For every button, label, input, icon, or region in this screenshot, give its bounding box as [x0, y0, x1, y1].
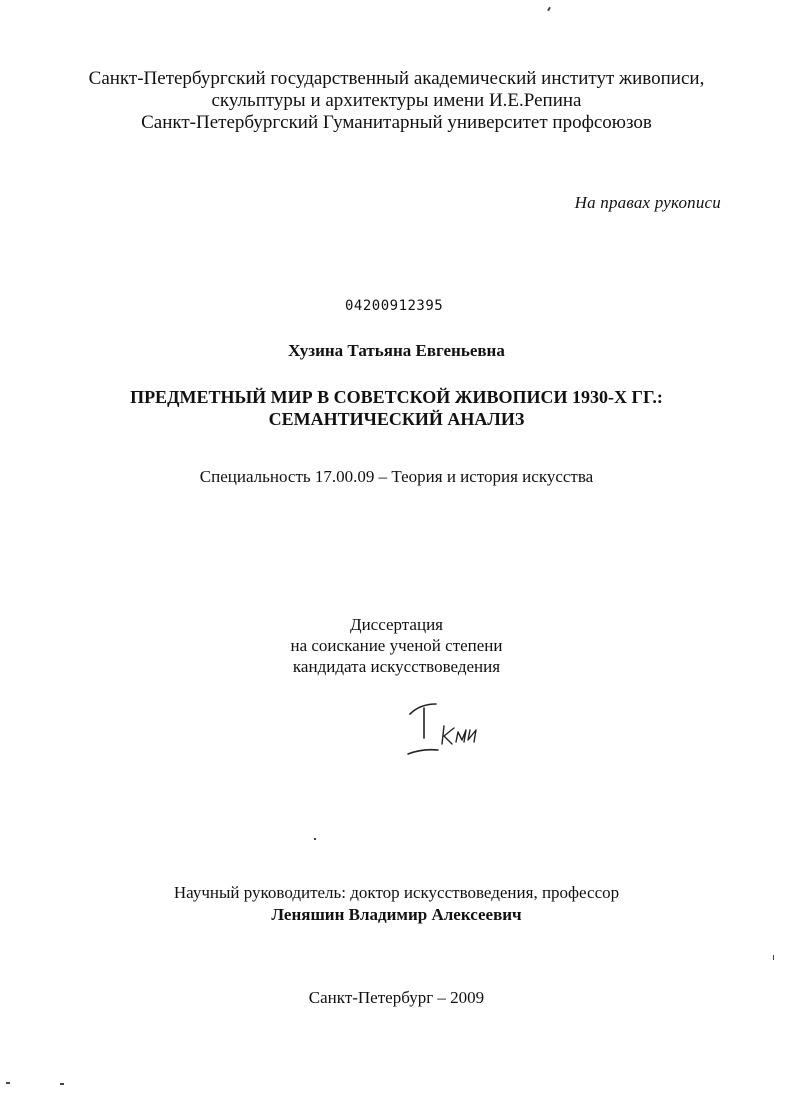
author-name: Хузина Татьяна Евгеньевна	[288, 341, 505, 360]
scan-speck	[60, 1083, 64, 1085]
dissertation-line-1: Диссертация	[349, 615, 443, 634]
dissertation-line-2: на соискание ученой степени	[290, 636, 503, 655]
scan-speck	[314, 838, 316, 840]
institution-line-3: Санкт-Петербургский Гуманитарный университет профсоюзов	[141, 112, 652, 133]
institution-block	[0, 68, 793, 134]
supervisor-name: Леняшин Владимир Алексеевич	[271, 905, 522, 924]
handwritten-mark	[400, 700, 490, 766]
dissertation-title	[0, 386, 793, 430]
dissertation-block	[0, 614, 793, 677]
manuscript-note: На правах рукописи	[574, 193, 721, 212]
place-year: Санкт-Петербург – 2009	[308, 988, 485, 1007]
scan-speck	[773, 955, 774, 960]
archive-number: 04200912395	[345, 298, 444, 314]
supervisor-title: Научный руководитель: доктор искусствоведения, профессор	[173, 883, 620, 902]
supervisor-block	[0, 882, 793, 926]
title-line-2: СЕМАНТИЧЕСКИЙ АНАЛИЗ	[268, 409, 525, 429]
specialty: Специальность 17.00.09 – Теория и история искусства	[199, 467, 594, 486]
institution-line-2: скульптуры и архитектуры имени И.Е.Репина	[211, 90, 582, 111]
scan-speck	[6, 1082, 10, 1084]
title-line-1: ПРЕДМЕТНЫЙ МИР В СОВЕТСКОЙ ЖИВОПИСИ 1930-Х ГГ.:	[130, 387, 663, 407]
scan-speck	[547, 7, 551, 11]
dissertation-line-3: кандидата искусствоведения	[292, 657, 501, 676]
institution-line-1: Санкт-Петербургский государственный академический институт живописи,	[88, 68, 705, 89]
